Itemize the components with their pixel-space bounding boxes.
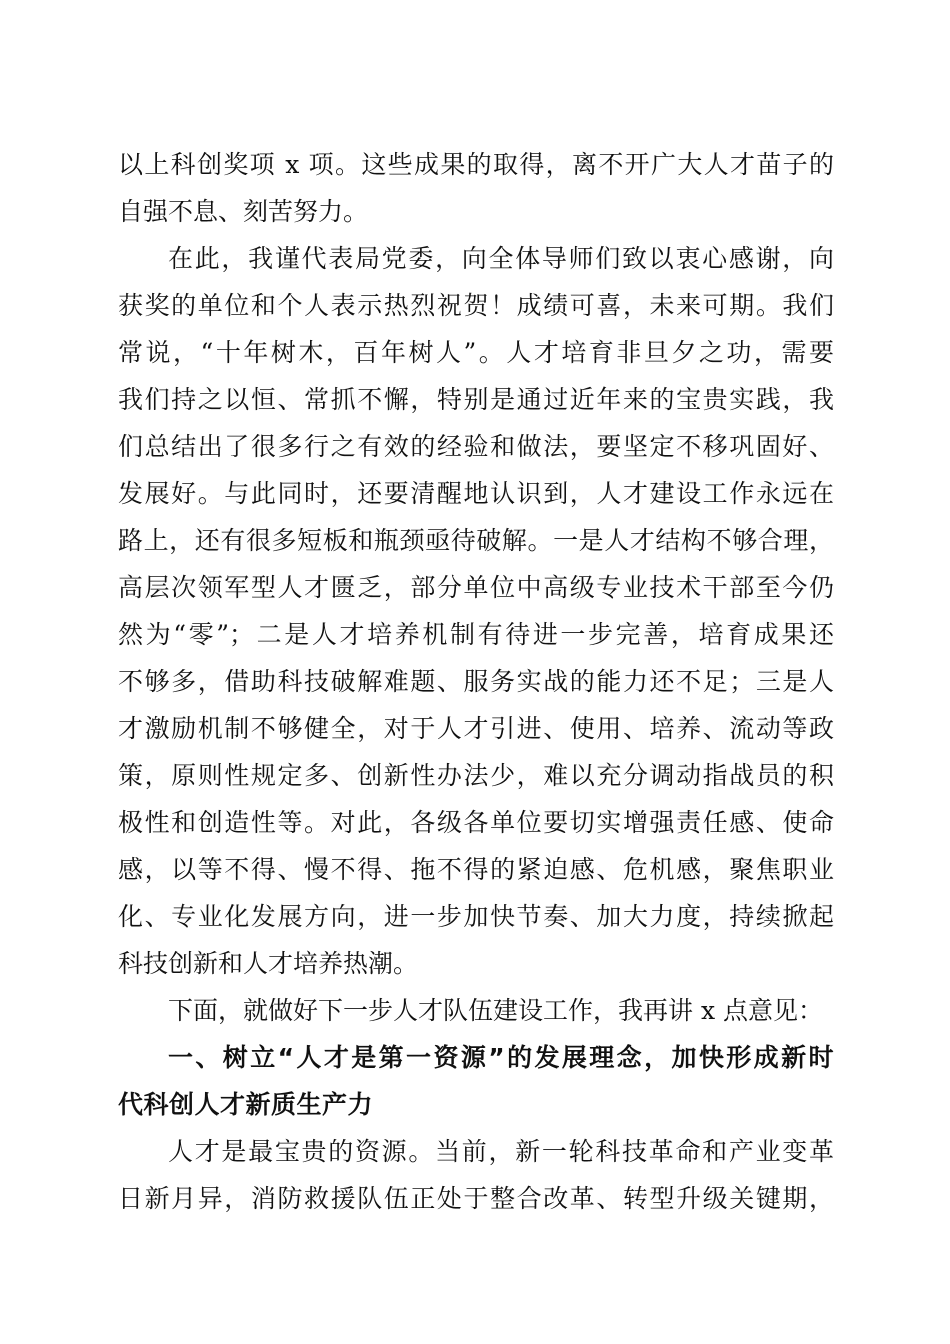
document-body xyxy=(118,141,834,1222)
text-line: 才激励机制不够健全，对于人才引进、使用、培养、流动等政 xyxy=(118,714,834,743)
paragraph-start-line: 下面，就做好下一步人才队伍建设工作，我再讲 x 点意见： xyxy=(168,996,823,1025)
text-line: 日新月异，消防救援队伍正处于整合改革、转型升级关键期， xyxy=(118,1184,834,1213)
text-line: 不够多，借助科技破解难题、服务实战的能力还不足；三是人 xyxy=(118,667,834,696)
text-line: 化、专业化发展方向，进一步加快节奏、加大力度，持续掀起 xyxy=(118,902,834,931)
section-heading-line: 代科创人才新质生产力 xyxy=(118,1090,374,1119)
text-line: 以上科创奖项 x 项。这些成果的取得，离不开广大人才苗子的 xyxy=(118,150,834,179)
text-line: 常说，“十年树木，百年树人”。人才培育非旦夕之功，需要 xyxy=(118,338,834,367)
section-heading-line: 一、树立“人才是第一资源”的发展理念，加快形成新时 xyxy=(168,1043,834,1072)
text-line: 然为“零”；二是人才培养机制有待进一步完善，培育成果还 xyxy=(118,620,834,649)
text-line: 路上，还有很多短板和瓶颈亟待破解。一是人才结构不够合理， xyxy=(118,526,834,555)
paragraph-start-line: 在此，我谨代表局党委，向全体导师们致以衷心感谢，向 xyxy=(168,244,834,273)
text-line: 科技创新和人才培养热潮。 xyxy=(118,949,419,978)
text-line: 获奖的单位和个人表示热烈祝贺！成绩可喜，未来可期。我们 xyxy=(118,291,834,320)
text-line: 高层次领军型人才匮乏，部分单位中高级专业技术干部至今仍 xyxy=(118,573,834,602)
text-line: 我们持之以恒、常抓不懈，特别是通过近年来的宝贵实践，我 xyxy=(118,385,834,414)
text-line: 极性和创造性等。对此，各级各单位要切实增强责任感、使命 xyxy=(118,808,834,837)
text-line: 感，以等不得、慢不得、拖不得的紧迫感、危机感，聚焦职业 xyxy=(118,855,834,884)
paragraph-start-line: 人才是最宝贵的资源。当前，新一轮科技革命和产业变革 xyxy=(168,1137,834,1166)
text-line: 们总结出了很多行之有效的经验和做法，要坚定不移巩固好、 xyxy=(118,432,834,461)
text-line: 发展好。与此同时，还要清醒地认识到，人才建设工作永远在 xyxy=(118,479,834,508)
text-line: 自强不息、刻苦努力。 xyxy=(118,197,369,226)
text-line: 策，原则性规定多、创新性办法少，难以充分调动指战员的积 xyxy=(118,761,834,790)
